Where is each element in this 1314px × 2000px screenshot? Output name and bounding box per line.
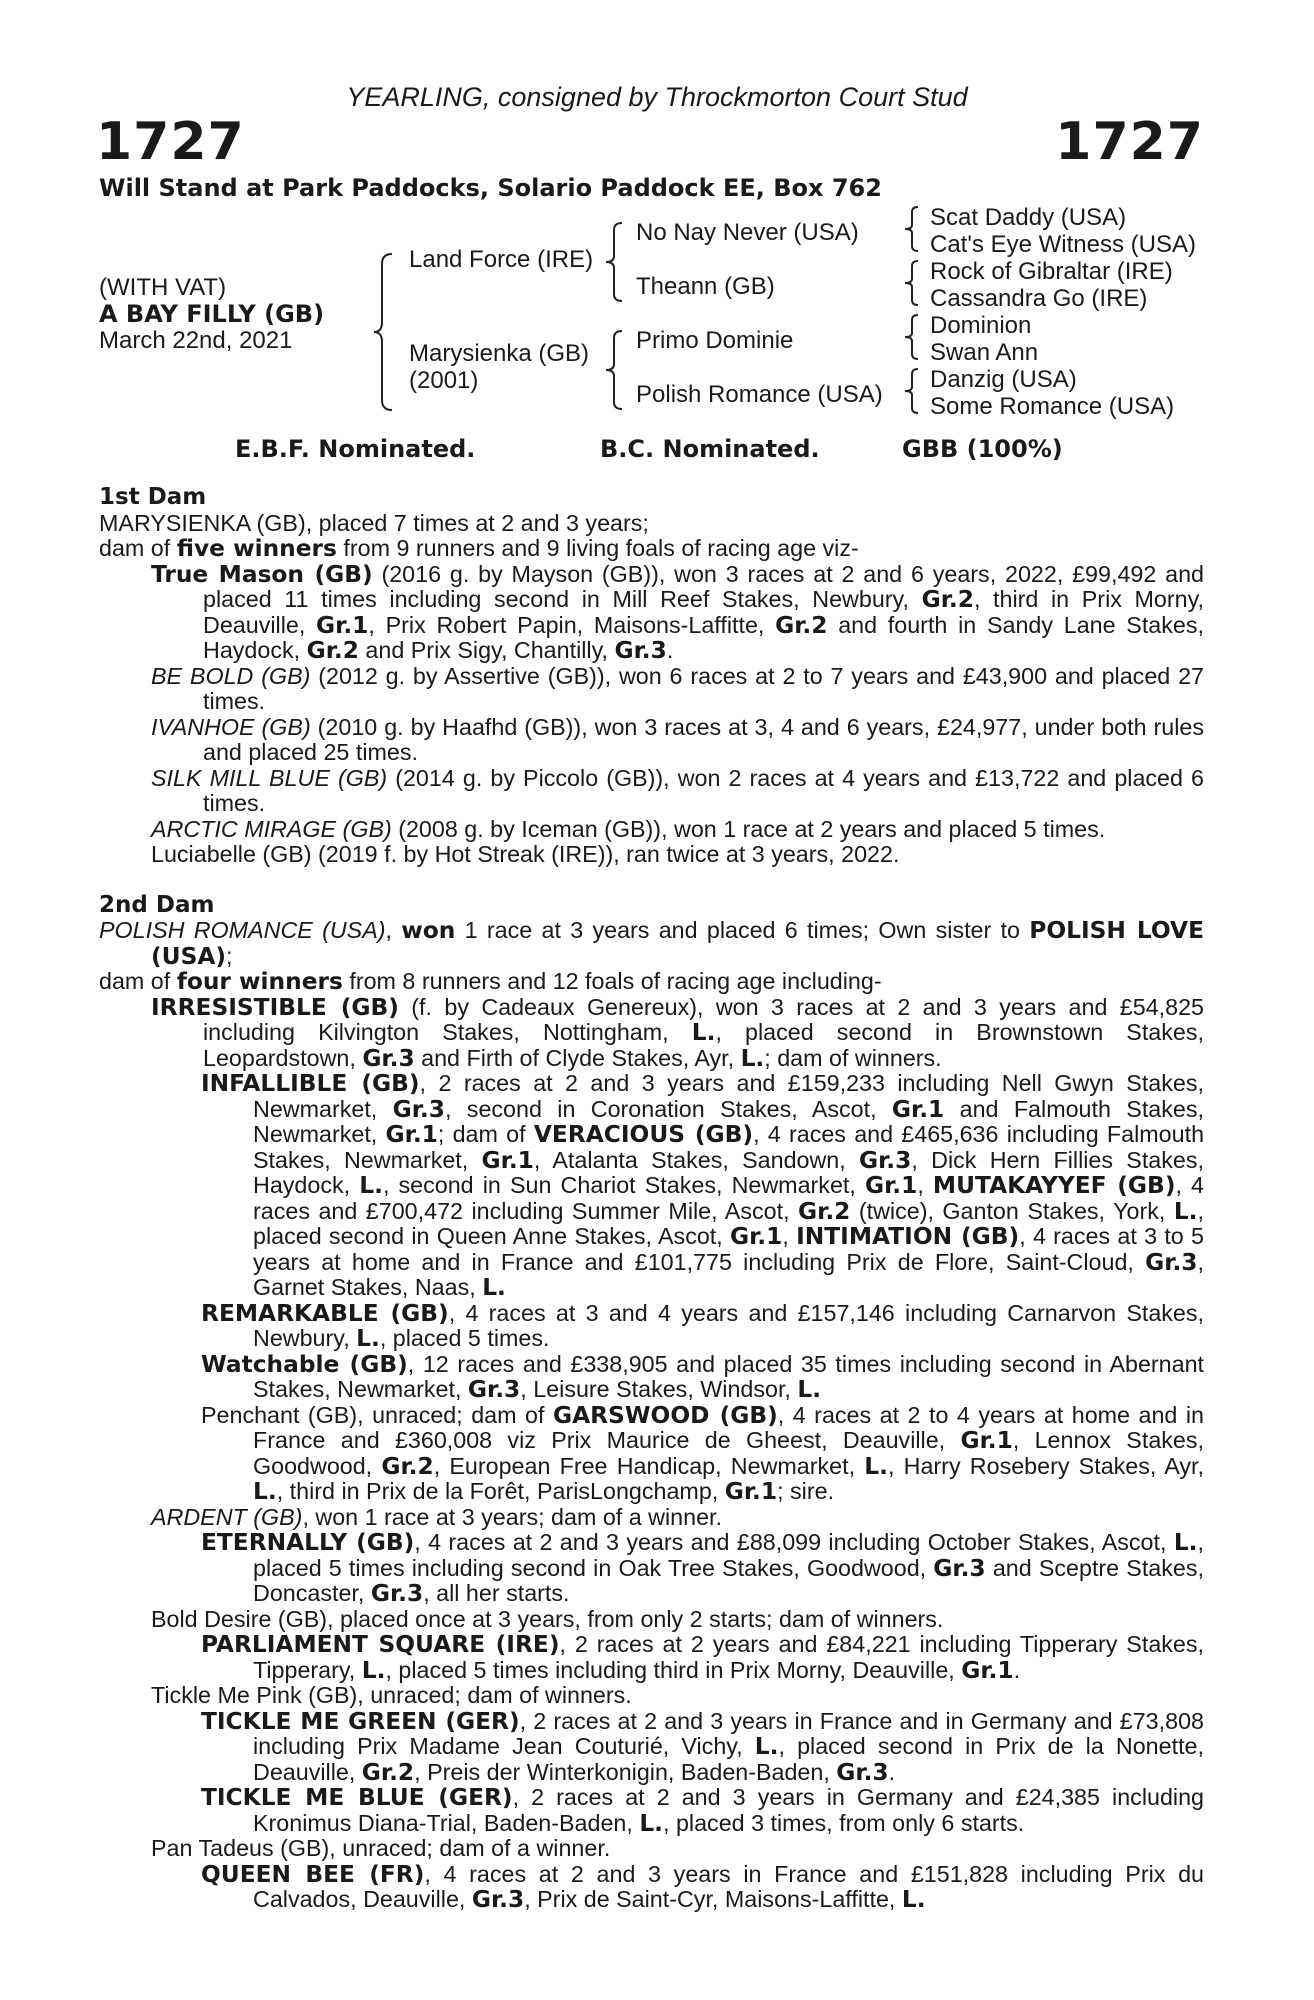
bracket-g2 [900, 258, 924, 308]
g-ddd: Some Romance (USA) [930, 393, 1175, 420]
g-dds: Danzig (USA) [930, 366, 1077, 393]
bc-nomination: B.C. Nominated. [600, 435, 820, 463]
gbb-rating: GBB (100%) [902, 435, 1063, 463]
produce-ardent: ARDENT (GB), won 1 race at 3 years; dam of a winner. [151, 1503, 722, 1530]
produce-queen-bee: QUEEN BEE (FR), 4 races at 2 and 3 years in France and £151,828 including Prix du Calvados, Deauville, Gr.3, Prix de Saint-Cyr, Maisons-Laffitte, L. [201, 1860, 1204, 1913]
produce-true-mason: True Mason (GB) (2016 g. by Mayson (GB)), won 3 races at 2 and 6 years, 2022, £99,492 and placed 11 times including second in Mill Reef Stakes, Newbury, Gr.2, third in Prix Morny, Deauville, Gr.1, Prix Robert Papin, Maisons-Laffitte, Gr.2 and fourth in Sandy Lane Stakes, Haydock, Gr.2 and Prix Sigy, Chantilly, Gr.3. [151, 560, 1204, 664]
produce-be-bold: BE BOLD (GB) (2012 g. by Assertive (GB)), won 6 races at 2 to 7 years and £43,900 and placed 27 times. [151, 662, 1204, 714]
dam-record [99, 485, 1204, 1913]
first-dam-heading: 1st Dam [99, 484, 207, 510]
g-sds: Rock of Gibraltar (IRE) [930, 258, 1173, 285]
g-dsd: Swan Ann [930, 339, 1039, 366]
sire-sire: No Nay Never (USA) [636, 219, 859, 246]
produce-tickle-me-pink: Tickle Me Pink (GB), unraced; dam of winners. [151, 1682, 632, 1708]
second-dam-produce: dam of four winners from 8 runners and 12 foals of racing age including- [99, 968, 882, 995]
produce-pan-tadeus: Pan Tadeus (GB), unraced; dam of a winner. [151, 1835, 611, 1861]
stand-location: Will Stand at Park Paddocks, Solario Paddock EE, Box 762 [99, 174, 882, 202]
ebf-nomination: E.B.F. Nominated. [235, 435, 476, 463]
sire-dam: Theann (GB) [636, 273, 775, 300]
produce-tickle-me-blue: TICKLE ME BLUE (GER), 2 races at 2 and 3 years in Germany and £24,385 including Kronimus Diana-Trial, Baden-Baden, L., placed 3 times, from only 6 starts. [201, 1784, 1204, 1837]
g-ssd: Cat's Eye Witness (USA) [930, 231, 1196, 258]
produce-luciabelle: Luciabelle (GB) (2019 f. by Hot Streak (IRE)), ran twice at 3 years, 2022. [151, 841, 900, 867]
bracket-g4 [900, 366, 924, 416]
produce-watchable: Watchable (GB), 12 races and £338,905 and placed 35 times including second in Abernant Stakes, Newmarket, Gr.3, Leisure Stakes, Windsor, L. [201, 1350, 1205, 1403]
produce-bold-desire: Bold Desire (GB), placed once at 3 years, from only 2 starts; dam of winners. [151, 1605, 944, 1632]
first-dam-produce: dam of five winners from 9 runners and 9 living foals of racing age viz- [99, 535, 859, 562]
vat-label: (WITH VAT) [99, 274, 227, 301]
dam-year: (2001) [409, 367, 479, 394]
first-dam-summary: MARYSIENKA (GB), placed 7 times at 2 and 3 years; [99, 509, 649, 536]
dam-dam: Polish Romance (USA) [636, 381, 883, 408]
produce-silk-mill-blue: SILK MILL BLUE (GB) (2014 g. by Piccolo (GB)), won 2 races at 4 years and £13,722 and placed 6 times. [151, 764, 1204, 816]
bracket-g1 [900, 204, 924, 254]
g-dss: Dominion [930, 312, 1032, 339]
g-sdd: Cassandra Go (IRE) [930, 285, 1148, 312]
consignor-subtitle: YEARLING, consigned by Throckmorton Court Stud [346, 82, 968, 112]
foaling-date: March 22nd, 2021 [99, 327, 293, 354]
produce-ivanhoe: IVANHOE (GB) (2010 g. by Haafhd (GB)), won 3 races at 3, 4 and 6 years, £24,977, under both rules and placed 25 times. [151, 713, 1204, 765]
lot-number-right: 1727 [1055, 112, 1204, 172]
g-sss: Scat Daddy (USA) [930, 204, 1127, 231]
produce-tickle-me-green: TICKLE ME GREEN (GER), 2 races at 2 and 3 years in France and in Germany and £73,808 including Prix Madame Jean Couturié, Vichy, L., placed second in Prix de la Nonette, Deauville, Gr.2, Preis der Winterkonigin, Baden-Baden, Gr.3. [201, 1707, 1204, 1786]
horse-name: A BAY FILLY (GB) [99, 300, 325, 328]
second-dam-summary: POLISH ROMANCE (USA), won 1 race at 3 years and placed 6 times; Own sister to POLISH LOVE (USA); [99, 917, 1204, 970]
bracket-g3 [900, 312, 924, 362]
produce-parliament-square: PARLIAMENT SQUARE (IRE), 2 races at 2 years and £84,221 including Tipperary Stakes, Tipperary, L., placed 5 times including third in Prix Morny, Deauville, Gr.1. [201, 1631, 1205, 1684]
second-dam-heading: 2nd Dam [99, 891, 215, 918]
pedigree-bracket-dam [600, 328, 630, 413]
produce-arctic-mirage: ARCTIC MIRAGE (GB) (2008 g. by Iceman (GB)), won 1 race at 2 years and placed 5 times. [151, 815, 1106, 842]
produce-irresistible: IRRESISTIBLE (GB) (f. by Cadeaux Genereux), won 3 races at 2 and 3 years and £54,825 including Kilvington Stakes, Nottingham, L., placed second in Brownstown Stakes, Leopardstown, Gr.3 and Firth of Clyde Stakes, Ayr, L.; dam of winners. [151, 993, 1204, 1072]
dam: Marysienka (GB) [409, 340, 590, 367]
lot-number-left: 1727 [96, 112, 245, 172]
sire: Land Force (IRE) [409, 246, 594, 273]
pedigree-bracket-main [370, 250, 400, 415]
produce-eternally: ETERNALLY (GB), 4 races at 2 and 3 years and £88,099 including October Stakes, Ascot, L., placed 5 times including second in Oak Tree Stakes, Goodwood, Gr.3 and Sceptre Stakes, Doncaster, Gr.3, all her starts. [201, 1529, 1204, 1607]
produce-infallible: INFALLIBLE (GB), 2 races at 2 and 3 years and £159,233 including Nell Gwyn Stakes, Newmarket, Gr.3, second in Coronation Stakes, Ascot, Gr.1 and Falmouth Stakes, Newmarket, Gr.1; dam of VERACIOUS (GB), 4 races and £465,636 including Falmouth Stakes, Newmarket, Gr.1, Atalanta Stakes, Sandown, Gr.3, Dick Hern Fillies Stakes, Haydock, L., second in Sun Chariot Stakes, Newmarket, Gr.1, MUTAKAYYEF (GB), 4 races and £700,472 including Summer Mile, Ascot, Gr.2 (twice), Ganton Stakes, York, L., placed second in Queen Anne Stakes, Ascot, Gr.1, INTIMATION (GB), 4 races at 3 to 5 years at home and in France and £101,775 including Prix de Flore, Saint-Cloud, Gr.3, Garnet Stakes, Naas, L. [201, 1070, 1205, 1301]
dam-sire: Primo Dominie [636, 327, 794, 354]
produce-remarkable: REMARKABLE (GB), 4 races at 3 and 4 years and £157,146 including Carnarvon Stakes, Newbury, L., placed 5 times. [201, 1299, 1205, 1352]
produce-penchant: Penchant (GB), unraced; dam of GARSWOOD (GB), 4 races at 2 to 4 years at home and in France and £360,008 viz Prix Maurice de Gheest, Deauville, Gr.1, Lennox Stakes, Goodwood, Gr.2, European Free Handicap, Newmarket, L., Harry Rosebery Stakes, Ayr, L., third in Prix de la Forêt, ParisLongchamp, Gr.1; sire. [201, 1401, 1204, 1505]
pedigree-bracket-sire [600, 220, 630, 305]
